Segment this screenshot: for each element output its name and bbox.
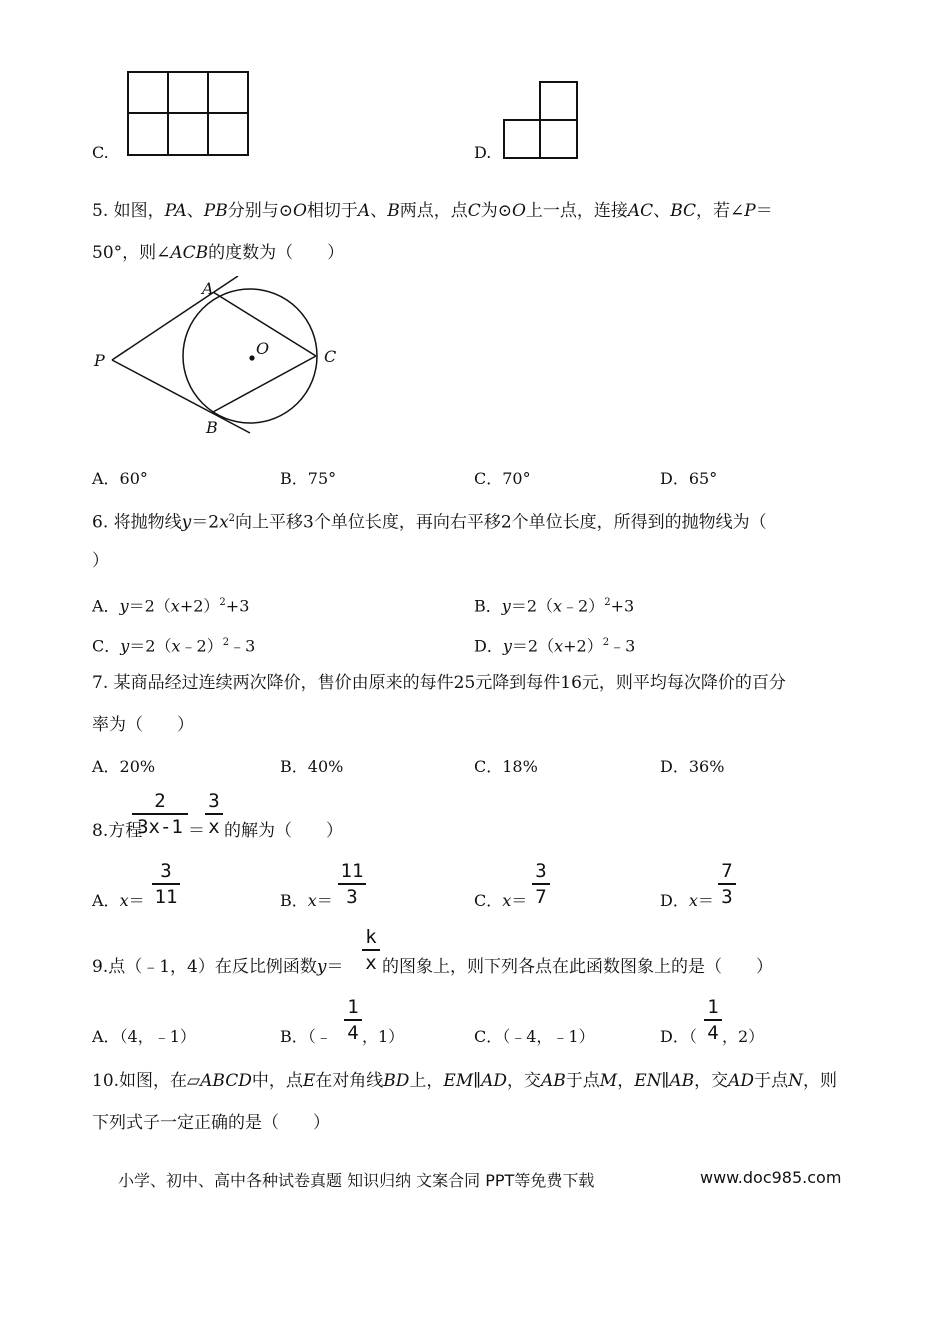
question-7-line2: 率为（ ） — [92, 715, 194, 735]
label-o: O — [256, 339, 270, 358]
grid-figure-d — [502, 80, 580, 160]
q6-option-a: A．$y=2(x+2)^2+3$ — [92, 596, 250, 616]
q9-option-a: A．（4，﹣1） — [92, 1027, 196, 1046]
q8-suffix: 的解为（ ） — [224, 821, 343, 841]
option-d-label: D. — [474, 143, 492, 162]
question-6-line1: 6. 将抛物线$y=2x^2$向上平移3个单位长度，再向右平移2个单位长度，所得到的抛物线为（ — [92, 512, 767, 533]
question-10-line1: 10.如图，在▱ABCD中，点E在对角线BD上，EM∥AD，交AB于点M，EN∥AB，交AD于点N，则 — [92, 1071, 837, 1091]
q9-option-b-label: B．（﹣ — [280, 1027, 332, 1046]
q9-option-d-label: D．（ — [660, 1027, 697, 1046]
question-7-line1: 7. 某商品经过连续两次降价，售价由原来的每件25元降到每件16元，则平均每次降价的百分 — [92, 673, 786, 693]
center-point — [249, 355, 254, 360]
q7-option-c: C．18% — [474, 757, 538, 776]
q8-equals: ＝ — [188, 821, 205, 841]
q6-option-d: D．$y=2(x+2)^2﹣3$ — [474, 636, 636, 656]
q5-option-d: D．65° — [660, 469, 718, 488]
question-10-line2: 下列式子一定正确的是（ ） — [92, 1113, 330, 1133]
q7-option-d: D．36% — [660, 757, 725, 776]
q8-option-d-label: D．x＝ — [660, 891, 714, 910]
label-a: A — [202, 279, 214, 298]
question-8-prefix: 8.方程 — [92, 821, 143, 841]
q5-option-b: B．75° — [280, 469, 337, 488]
footer-text: 小学、初中、高中各种试卷真题 知识归纳 文案合同 PPT等免费下载 — [118, 1171, 595, 1190]
question-6-line2: ） — [92, 551, 109, 571]
q8-fraction-1: 2 3x-1 — [132, 790, 188, 838]
q7-option-a: A．20% — [92, 757, 156, 776]
q9-option-c: C．（﹣4，﹣1） — [474, 1027, 595, 1046]
label-p: P — [94, 351, 105, 370]
question-9-suffix: 的图象上，则下列各点在此函数图象上的是（ ） — [382, 957, 773, 977]
q8-option-b-fraction: 11 3 — [338, 860, 366, 908]
q8-option-a-fraction: 3 11 — [152, 860, 180, 908]
q8-option-a-label: A．x＝ — [92, 891, 145, 910]
q9-fraction: k x — [362, 926, 380, 974]
question-5-line1: 5. 如图，PA、PB分别与⊙O相切于A、B两点，点C为⊙O上一点，连接AC、BC，若∠P＝ — [92, 201, 773, 221]
q5-option-c: C．70° — [474, 469, 531, 488]
q9-option-d-tail: ，2） — [722, 1027, 765, 1046]
q8-option-c-label: C．x＝ — [474, 891, 528, 910]
q9-option-b-tail: ，1） — [362, 1027, 405, 1046]
q7-option-b: B．40% — [280, 757, 344, 776]
label-c: C — [324, 347, 337, 366]
footer-link[interactable]: www.doc985.com — [700, 1168, 842, 1187]
tangent-circle-figure — [90, 276, 350, 441]
question-9-prefix: 9.点（﹣1，4）在反比例函数y＝ — [92, 957, 344, 977]
label-b: B — [206, 418, 218, 437]
q8-option-c-fraction: 3 7 — [532, 860, 550, 908]
option-c-label: C. — [92, 143, 109, 162]
q6-option-c: C．y＝2（x﹣2）$^2$﹣3 — [92, 636, 256, 656]
q6-option-b: B．y＝2（x﹣2）$^2$+3 — [474, 596, 635, 616]
q8-fraction-2: 3 x — [205, 790, 223, 838]
q5-option-a: A．60° — [92, 469, 148, 488]
question-5-line2: 50°，则∠ACB的度数为（ ） — [92, 243, 345, 263]
q8-option-d-fraction: 7 3 — [718, 860, 736, 908]
q9-option-d-fraction: 1 4 — [704, 996, 722, 1044]
grid-figure-c — [126, 70, 250, 158]
q9-option-b-fraction: 1 4 — [344, 996, 362, 1044]
q8-option-b-label: B．x＝ — [280, 891, 333, 910]
